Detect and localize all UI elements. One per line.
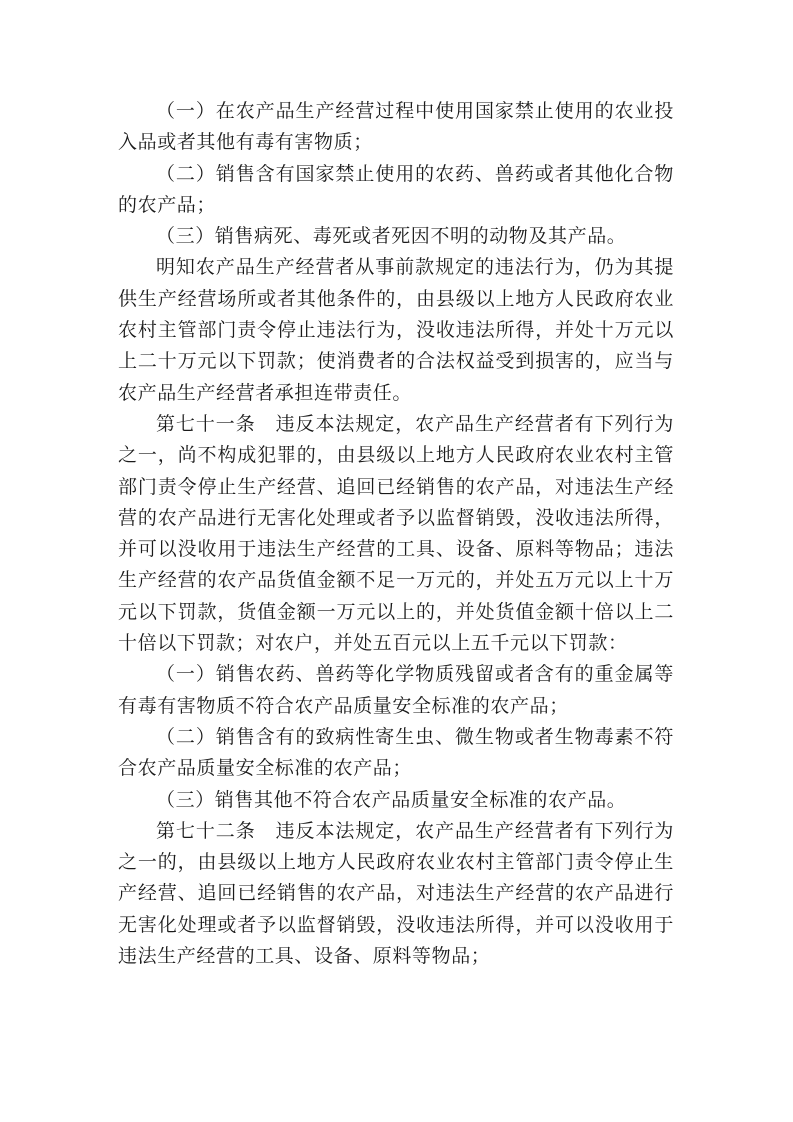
- paragraph-joint-liability: 明知农产品生产经营者从事前款规定的违法行为，仍为其提供生产经营场所或者其他条件的，由县级以上地方人民政府农业农村主管部门责令停止违法行为，没收违法所得，并处十万元以上二十万元以下罚款；使消费者的合法权益受到损害的，应当与农产品生产经营者承担连带责任。: [118, 256, 674, 404]
- article-71-item-1: （一）销售农药、兽药等化学物质残留或者含有的重金属等有毒有害物质不符合农产品质量安全标准的农产品；: [118, 663, 674, 717]
- document-body: [118, 96, 674, 972]
- article-71: 第七十一条 违反本法规定，农产品生产经营者有下列行为之一，尚不构成犯罪的，由县级以上地方人民政府农业农村主管部门责令停止生产经营、追回已经销售的农产品，对违法生产经营的农产品进行无害化处理或者予以监督销毁，没收违法所得，并可以没收用于违法生产经营的工具、设备、原料等物品；违法生产经营的农产品货值金额不足一万元的，并处五万元以上十万元以下罚款，货值金额一万元以上的，并处货值金额十倍以上二十倍以下罚款；对农户，并处五百元以上五千元以下罚款：: [118, 412, 674, 655]
- article-72: 第七十二条 违反本法规定，农产品生产经营者有下列行为之一的，由县级以上地方人民政府农业农村主管部门责令停止生产经营、追回已经销售的农产品，对违法生产经营的农产品进行无害化处理或者予以监督销毁，没收违法所得，并可以没收用于违法生产经营的工具、设备、原料等物品；: [118, 819, 674, 968]
- paragraph-item-2: （二）销售含有国家禁止使用的农药、兽药或者其他化合物的农产品；: [118, 162, 674, 216]
- article-71-item-3: （三）销售其他不符合农产品质量安全标准的农产品。: [156, 788, 627, 811]
- paragraph-item-3: （三）销售病死、毒死或者死因不明的动物及其产品。: [156, 225, 627, 248]
- article-71-item-2: （二）销售含有的致病性寄生虫、微生物或者生物毒素不符合农产品质量安全标准的农产品；: [118, 725, 674, 780]
- paragraph-item-1: （一）在农产品生产经营过程中使用国家禁止使用的农业投入品或者其他有毒有害物质；: [118, 100, 674, 154]
